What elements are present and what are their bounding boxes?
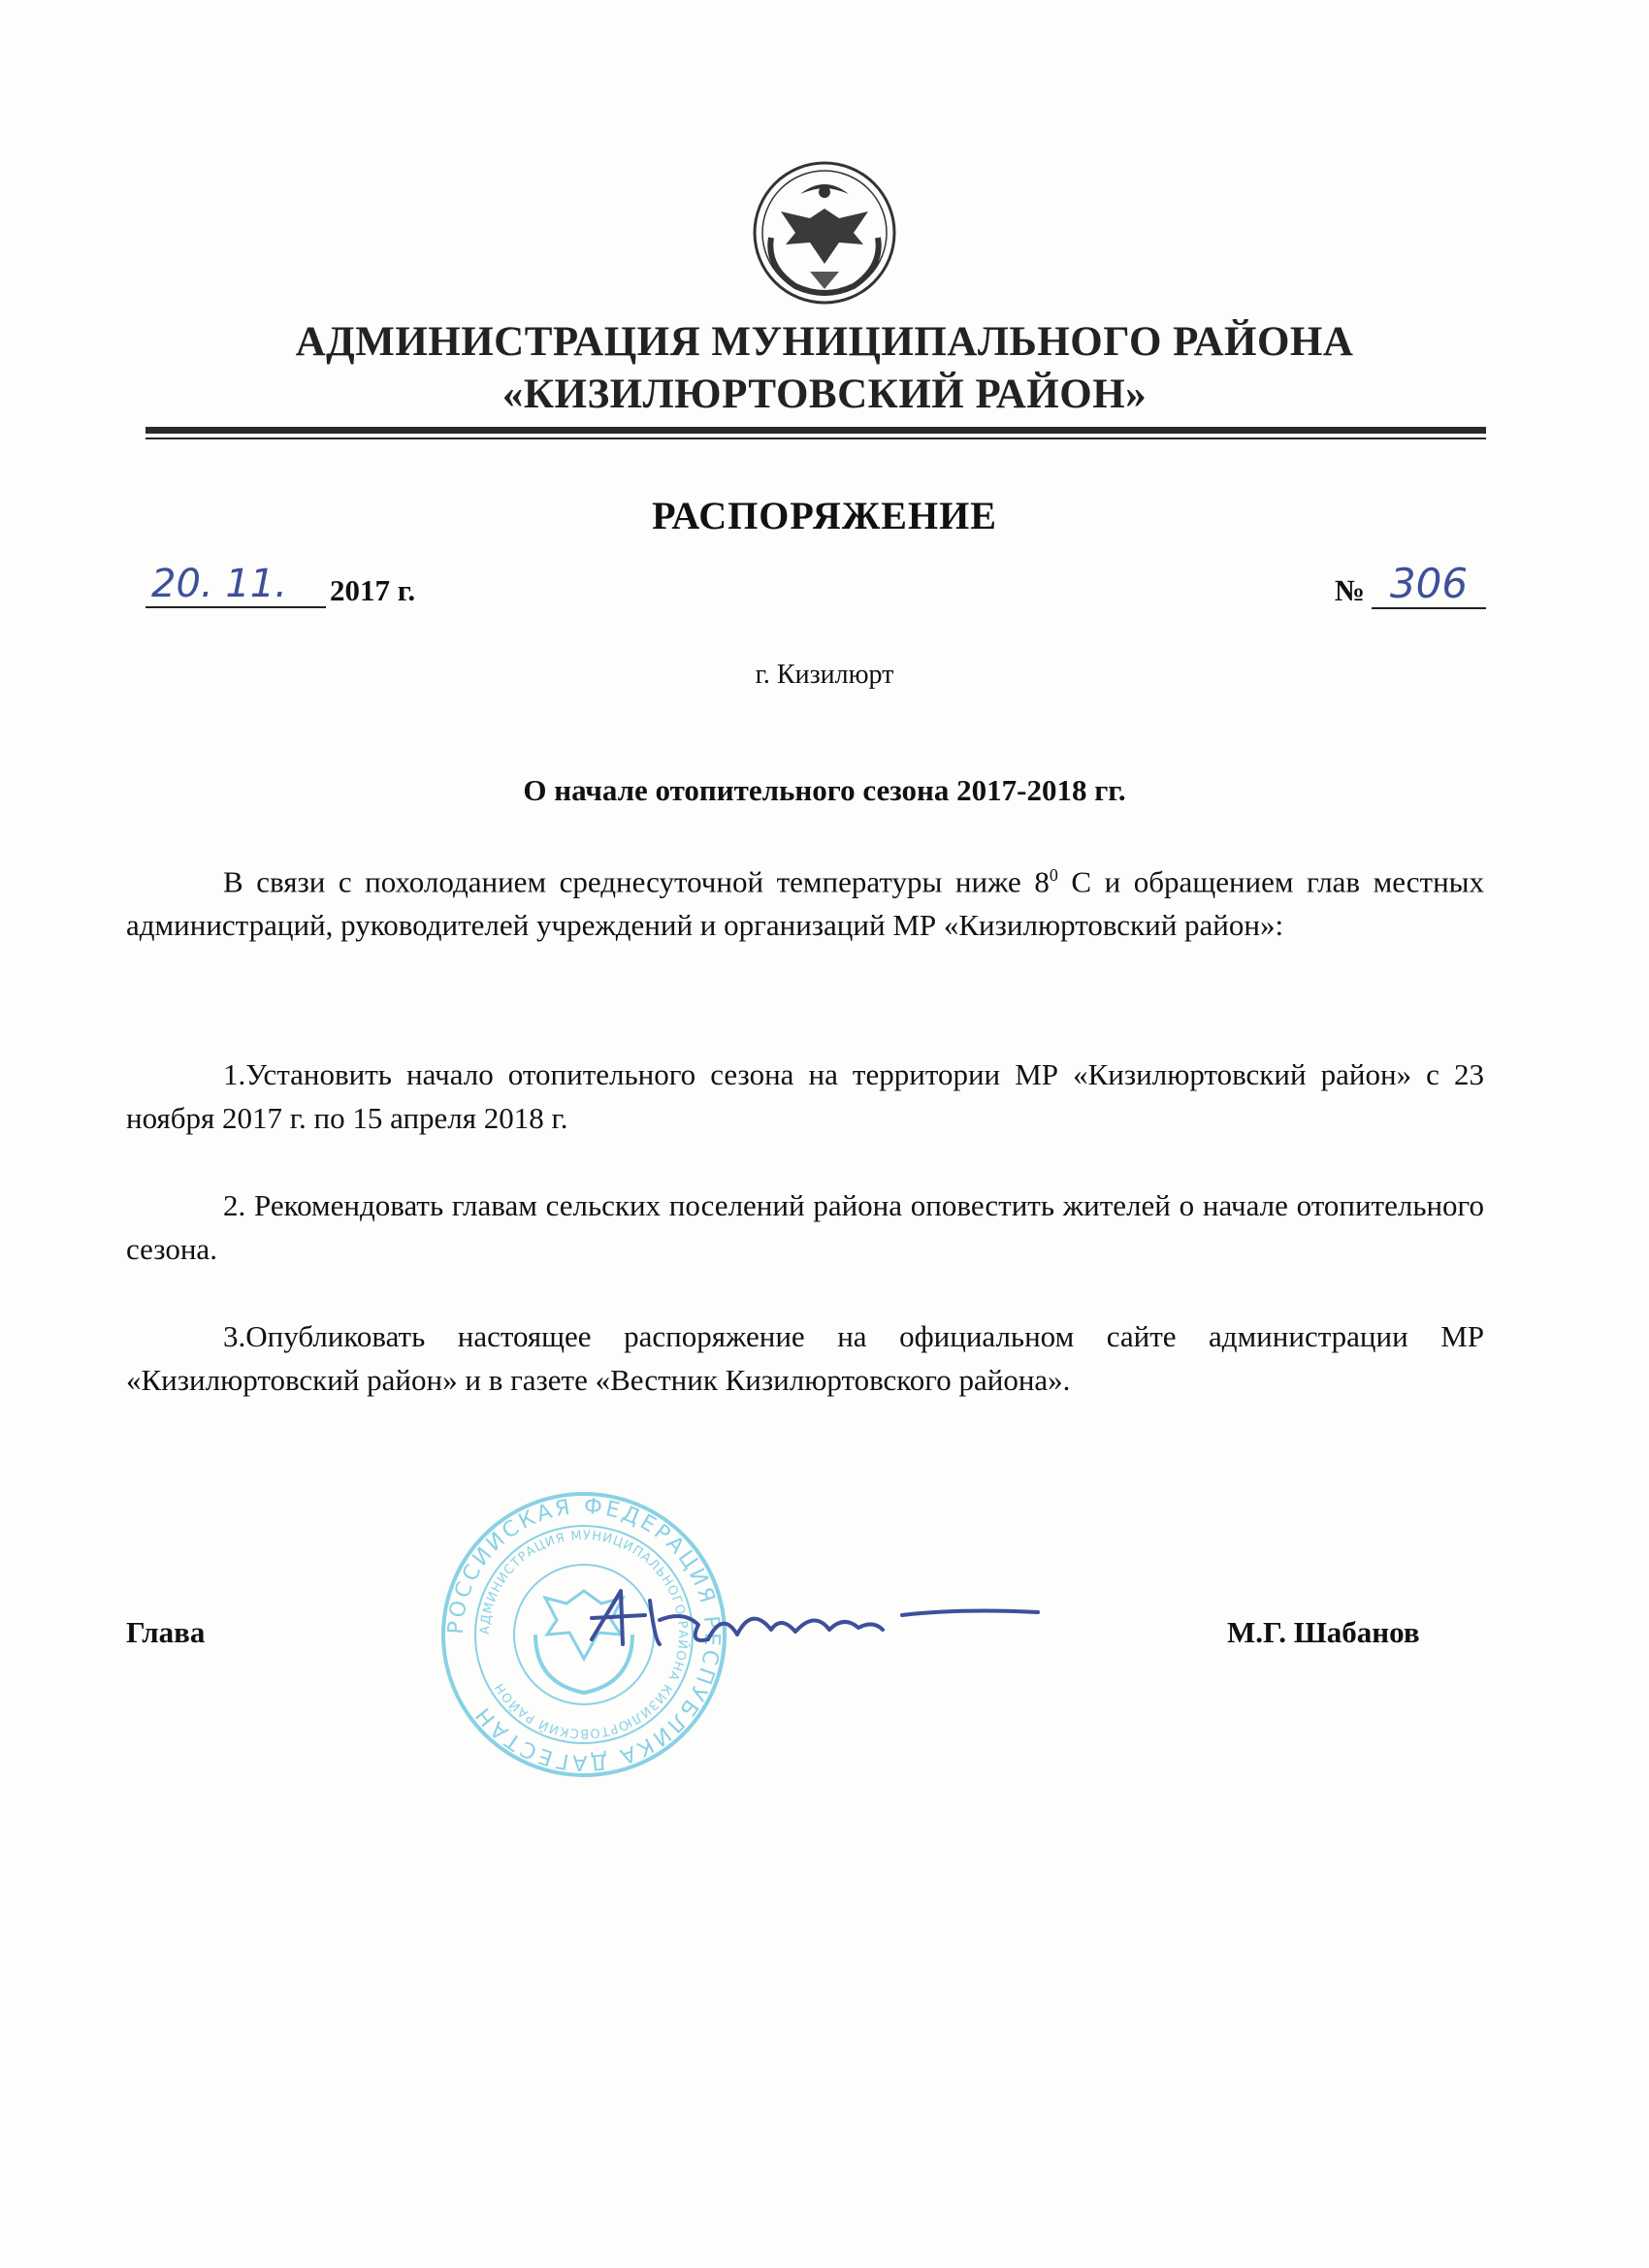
organization-name-line2: «КИЗИЛЮРТОВСКИЙ РАЙОН» xyxy=(501,372,1148,417)
degree-superscript: 0 xyxy=(1049,865,1058,885)
organization-name-line1: АДМИНИСТРАЦИЯ МУНИЦИПАЛЬНОГО РАЙОНА xyxy=(295,319,1354,365)
paragraph-item-2 xyxy=(126,1183,1484,1271)
header-divider-thick xyxy=(146,427,1486,434)
signatory-name: М.Г. Шабанов xyxy=(1227,1615,1420,1649)
item-3-text: 3.Опубликовать настоящее распоряжение на официальном сайте администрации МР «Кизилюртовский район» и в газете «Вестник Кизилюртовского района». xyxy=(126,1319,1484,1397)
item-1-text: 1.Установить начало отопительного сезона на территории МР «Кизилюртовский район» с 23 ноября 2017 г. по 15 апреля 2018 г. xyxy=(126,1057,1484,1135)
paragraph-preamble xyxy=(126,854,1484,947)
document-year: 2017 г. xyxy=(330,573,416,607)
header-divider-thin xyxy=(146,437,1486,439)
svg-text:АДМИНИСТРАЦИЯ МУНИЦИПАЛЬНОГО Р: АДМИНИСТРАЦИЯ МУНИЦИПАЛЬНОГО РАЙОНА КИЗИЛЮРТОВСКИЙ РАЙОН xyxy=(477,1528,691,1741)
item-2-text: 2. Рекомендовать главам сельских поселений района оповестить жителей о начале отопительного сезона. xyxy=(126,1188,1484,1266)
number-sign: № xyxy=(1334,573,1365,607)
issuing-city: г. Кизилюрт xyxy=(755,660,894,690)
handwritten-document-number: 306 xyxy=(1372,560,1486,609)
signatory-title: Глава xyxy=(126,1615,206,1649)
paragraph-item-1 xyxy=(126,1053,1484,1140)
document-subject: О начале отопительного сезона 2017-2018 гг. xyxy=(523,773,1126,807)
svg-text:РОССИЙСКАЯ ФЕДЕРАЦИЯ РЕСПУБЛИК: РОССИЙСКАЯ ФЕДЕРАЦИЯ РЕСПУБЛИКА ДАГЕСТАН xyxy=(443,1494,725,1775)
date-number-row xyxy=(146,560,1486,626)
document-type-title: РАСПОРЯЖЕНИЕ xyxy=(652,494,997,537)
coat-of-arms-icon xyxy=(742,155,907,310)
handwritten-date: 20. 11. xyxy=(146,562,326,608)
paragraph-item-3 xyxy=(126,1314,1484,1402)
handwritten-signature xyxy=(553,1571,1057,1688)
preamble-text-start: В связи с похолоданием среднесуточной температуры ниже 8 xyxy=(223,864,1050,899)
preamble-text-end: С и обращением глав местных администраций, руководителей учреждений и организаций МР «Кизилюртовский район»: xyxy=(126,864,1484,943)
